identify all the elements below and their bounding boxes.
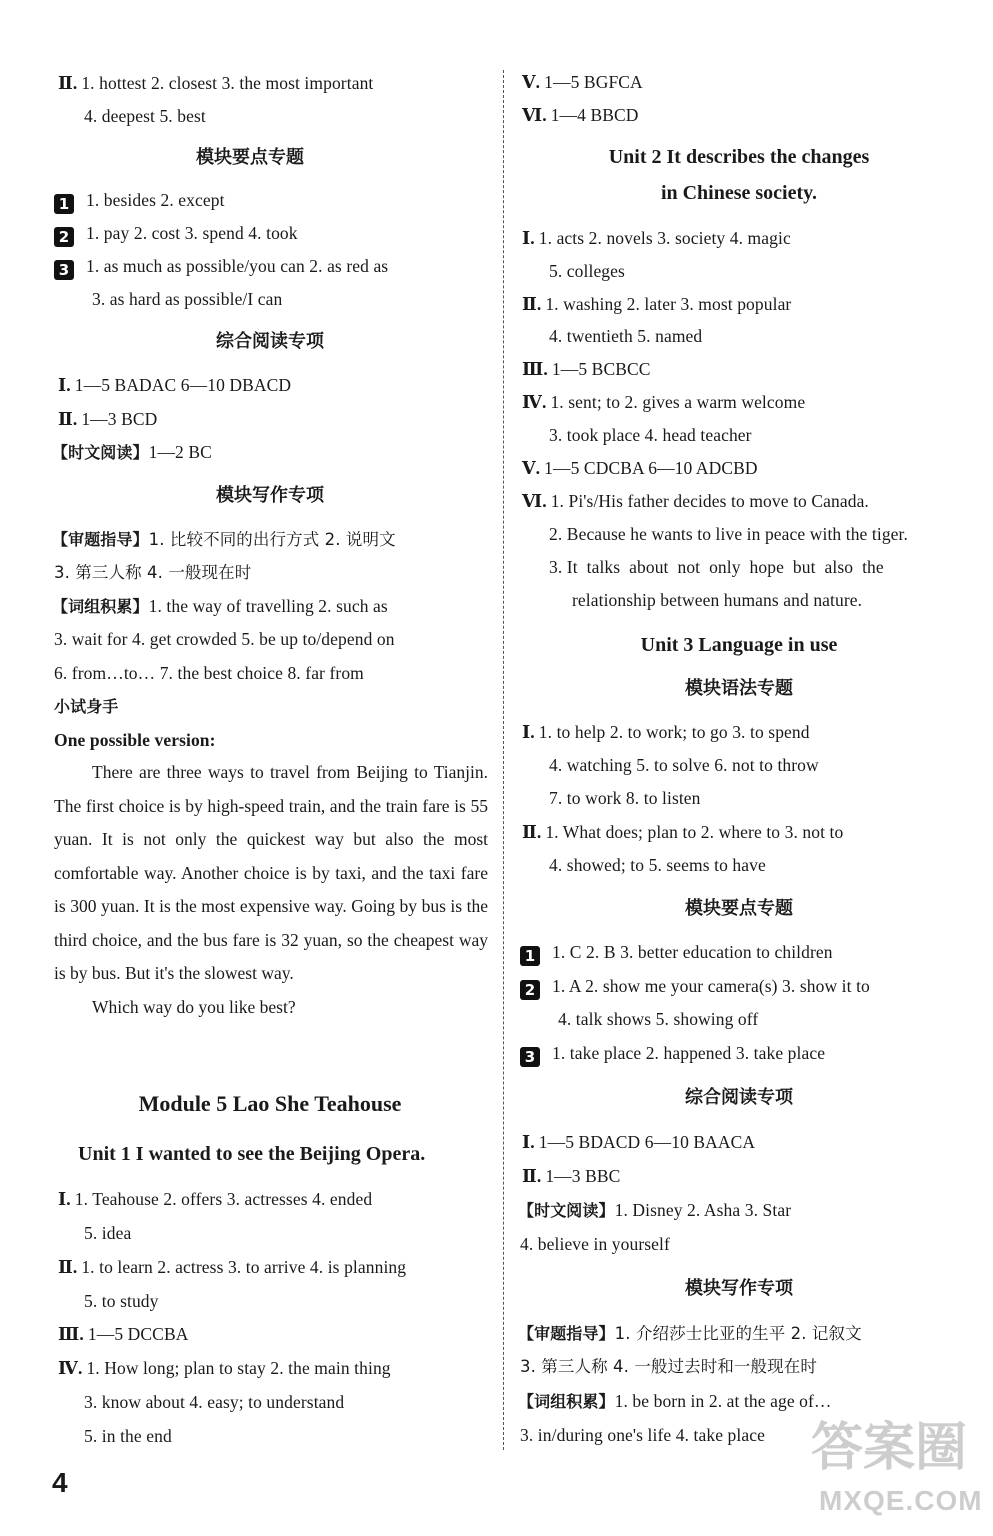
watermark-url: MXQE.COM [819,1485,983,1516]
unit-title: in Chinese society. [660,182,818,204]
bracket-label: 【审题指导】 [52,530,149,549]
answer-line: Ⅵ. 1. Pi's/His father decides to move to Canada. [522,491,869,511]
answer-line: 2. Because he wants to live in peace with the tiger. [549,524,908,544]
number-badge: 2 [54,227,74,247]
answer-line: Ⅱ. 1. washing 2. later 3. most popular [522,294,792,314]
bracket-label: 【时文阅读】 [52,443,149,462]
answer-line: 3. know about 4. easy; to understand [84,1392,345,1412]
unit-title: Unit 1 I wanted to see the Beijing Opera. [78,1143,426,1165]
writing-guide-line: 3. 第三人称 4. 一般现在时 [54,563,252,582]
bracket-label: 【审题指导】 [518,1324,615,1343]
right-column [505,0,993,1536]
writing-guide-line: 【审题指导】1. 比较不同的出行方式 2. 说明文 [52,530,396,549]
answer-line: Ⅰ. 1. Teahouse 2. offers 3. actresses 4. ended [58,1189,373,1209]
answer-line: Ⅱ. 1. hottest 2. closest 3. the most important [58,73,374,93]
answer-line: Ⅰ. 1. to help 2. to work; to go 3. to spend [522,722,810,742]
number-badge: 1 [520,946,540,966]
answer-line: Ⅱ. 1. to learn 2. actress 3. to arrive 4. is planning [58,1257,407,1277]
number-badge: 2 [520,980,540,1000]
answer-line: 5. colleges [549,261,625,281]
number-badge: 1 [54,194,74,214]
phrase-line: 6. from…to… 7. the best choice 8. far from [54,663,364,683]
answer-line: 4. deepest 5. best [84,106,206,126]
watermark-logo [805,1418,983,1528]
answer-line: 4. showed; to 5. seems to have [549,855,766,875]
key-point-line: 1 1. besides 2. except [54,189,225,214]
answer-line: 3. took place 4. head teacher [549,425,752,445]
answer-line: Ⅵ. 1—4 BBCD [522,105,639,125]
key-point-line: 3 1. take place 2. happened 3. take place [520,1042,825,1067]
key-point-line: 3 1. as much as possible/you can 2. as red as [54,255,388,280]
answer-line: Ⅴ. 1—5 CDCBA 6—10 ADCBD [522,458,758,478]
phrase-line: 3. wait for 4. get crowded 5. be up to/depend on [54,629,395,649]
answer-line: Ⅰ. 1. acts 2. novels 3. society 4. magic [522,228,791,248]
answer-line: 【时文阅读】1. Disney 2. Asha 3. Star [518,1200,792,1220]
section-heading-reading: 综合阅读专项 [685,1087,793,1108]
key-point-line: 3. as hard as possible/I can [92,289,283,309]
number-badge: 3 [520,1047,540,1067]
phrase-line: 3. in/during one's life 4. take place [520,1425,765,1445]
answer-line: 3. It talks about not only hope but also the [549,557,884,577]
writing-guide-line: 3. 第三人称 4. 一般过去时和一般现在时 [520,1357,817,1376]
bracket-label: 【词组积累】 [518,1392,615,1411]
answer-line: 7. to work 8. to listen [549,788,701,808]
answer-line: 5. idea [84,1223,132,1243]
bracket-label: 【时文阅读】 [518,1201,615,1220]
answer-line: Ⅴ. 1—5 BGFCA [522,72,643,92]
watermark-text: 答案圈 [811,1418,968,1478]
answer-line: 4. twentieth 5. named [549,326,703,346]
essay-paragraph: There are three ways to travel from Beijing to Tianjin. The first choice is by high-speed train, and the train fare is 55 yuan. It is not only the quickest way but also the most comfortable way. Another choice is by taxi, and the taxi fare is 300 yuan. It is the most expensive way. Going by bus is the third choice, and the bus fare is 32 yuan, so the cheapest way is by bus. But it's the slowest way. [54,762,488,983]
try-it-label: 小试身手 [54,697,119,716]
answer-line: 5. in the end [84,1426,172,1446]
phrase-line: 【词组积累】1. the way of travelling 2. such as [52,596,388,616]
phrase-line: 【词组积累】1. be born in 2. at the age of… [518,1391,832,1411]
column-divider [503,70,504,1450]
answer-line: Ⅰ. 1—5 BDACD 6—10 BAACA [522,1132,756,1152]
page-number: 4 [52,1467,68,1498]
answer-line: Ⅱ. 1. What does; plan to 2. where to 3. not to [522,822,844,842]
section-heading-writing: 模块写作专项 [685,1278,793,1299]
roman-numeral: Ⅱ. [58,73,78,93]
answer-line: relationship between humans and nature. [572,590,863,610]
answer-line: Ⅳ. 1. sent; to 2. gives a warm welcome [522,392,806,412]
answer-line: Ⅲ. 1—5 DCCBA [58,1324,189,1344]
section-heading-reading: 综合阅读专项 [216,331,324,352]
key-point-line: 1 1. C 2. B 3. better education to children [520,941,833,966]
key-point-line: 4. talk shows 5. showing off [558,1009,759,1029]
key-point-line: 2 1. pay 2. cost 3. spend 4. took [54,222,298,247]
answer-line: Ⅳ. 1. How long; plan to stay 2. the main thing [58,1358,391,1378]
section-heading-key-points: 模块要点专题 [685,898,793,919]
unit-title: Unit 3 Language in use [640,634,838,656]
answer-line: 5. to study [84,1291,159,1311]
section-heading-key-points: 模块要点专题 [196,147,304,168]
answer-line: Ⅱ. 1—3 BCD [58,409,158,429]
section-heading-writing: 模块写作专项 [216,485,324,506]
essay-paragraph: Which way do you like best? [92,996,296,1017]
key-point-line: 2 1. A 2. show me your camera(s) 3. show it to [520,975,870,1000]
model-essay [54,756,488,1024]
writing-guide-line: 【审题指导】1. 介绍莎士比亚的生平 2. 记叙文 [518,1324,862,1343]
bracket-label: 【词组积累】 [52,597,149,616]
answer-line: Ⅱ. 1—3 BBC [522,1166,621,1186]
answer-line: Ⅰ. 1—5 BADAC 6—10 DBACD [58,375,292,395]
answer-line: 【时文阅读】1—2 BC [52,442,212,462]
unit-title: Unit 2 It describes the changes [608,146,870,168]
answer-line: 4. watching 5. to solve 6. not to throw [549,755,819,775]
answer-line: Ⅲ. 1—5 BCBCC [522,359,651,379]
version-label: One possible version: [54,730,216,750]
answer-line: 4. believe in yourself [520,1234,670,1254]
module-title: Module 5 Lao She Teahouse [138,1091,402,1116]
section-heading-grammar: 模块语法专题 [685,678,793,699]
number-badge: 3 [54,260,74,280]
